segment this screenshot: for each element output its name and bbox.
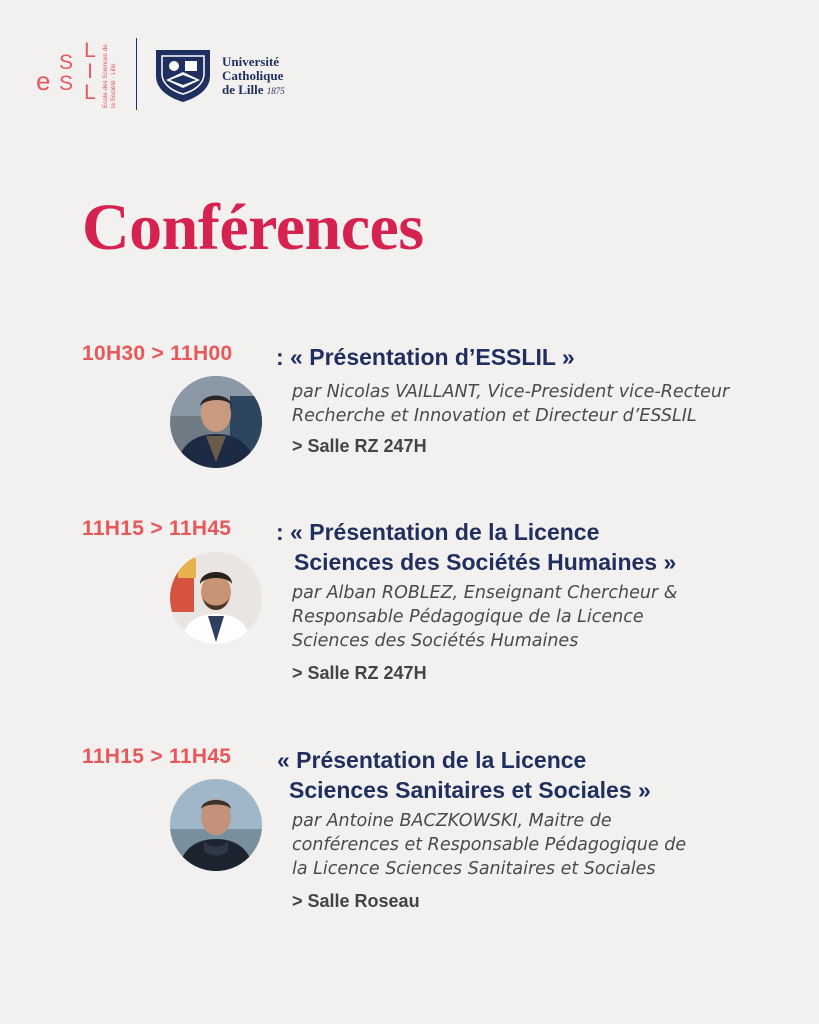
event-title: : « Présentation de la Licence Sciences des Sociétés Humaines » — [276, 519, 677, 575]
ucl-crest-icon — [152, 46, 214, 104]
event-time: 11H15 > 11H45 — [82, 745, 232, 768]
event-title: « Présentation de la Licence Sciences Sanitaires et Sociales » — [277, 747, 651, 803]
event-time: 10H30 > 11H00 — [82, 342, 233, 365]
ucl-logo-text: Université Catholique de Lille 1875 — [222, 54, 285, 97]
speaker-description: par Antoine BACZKOWSKI, Maitre de conférences et Responsable Pédagogique de la Licence Sciences Sanitaires et Sociales — [292, 811, 687, 879]
esslil-logo-col1: S S — [58, 51, 73, 95]
esslil-logo-e: e — [36, 66, 51, 96]
event-room: > Salle RZ 247H — [292, 436, 427, 456]
speaker-avatar — [170, 779, 262, 871]
esslil-logo-tagline: Ecole des Sciences de la Société · Lille — [102, 44, 117, 108]
page-title: Conférences — [82, 191, 424, 264]
speaker-avatar — [170, 552, 262, 644]
event-room: > Salle RZ 247H — [292, 663, 427, 683]
event-title: : « Présentation d’ESSLIL » — [276, 344, 575, 370]
event-time: 11H15 > 11H45 — [82, 517, 232, 540]
logo-divider — [136, 38, 137, 110]
esslil-logo — [36, 40, 126, 112]
speaker-description: par Alban ROBLEZ, Enseignant Chercheur & Responsable Pédagogique de la Licence Sciences des Sociétés Humaines — [292, 583, 678, 651]
speaker-description: par Nicolas VAILLANT, Vice-President vice-Recteur Recherche et Innovation et Directeur d’ESSLIL — [292, 382, 730, 426]
speaker-avatar — [170, 376, 262, 468]
esslil-logo-col2: L I L — [84, 39, 96, 104]
event-room: > Salle Roseau — [292, 891, 420, 911]
